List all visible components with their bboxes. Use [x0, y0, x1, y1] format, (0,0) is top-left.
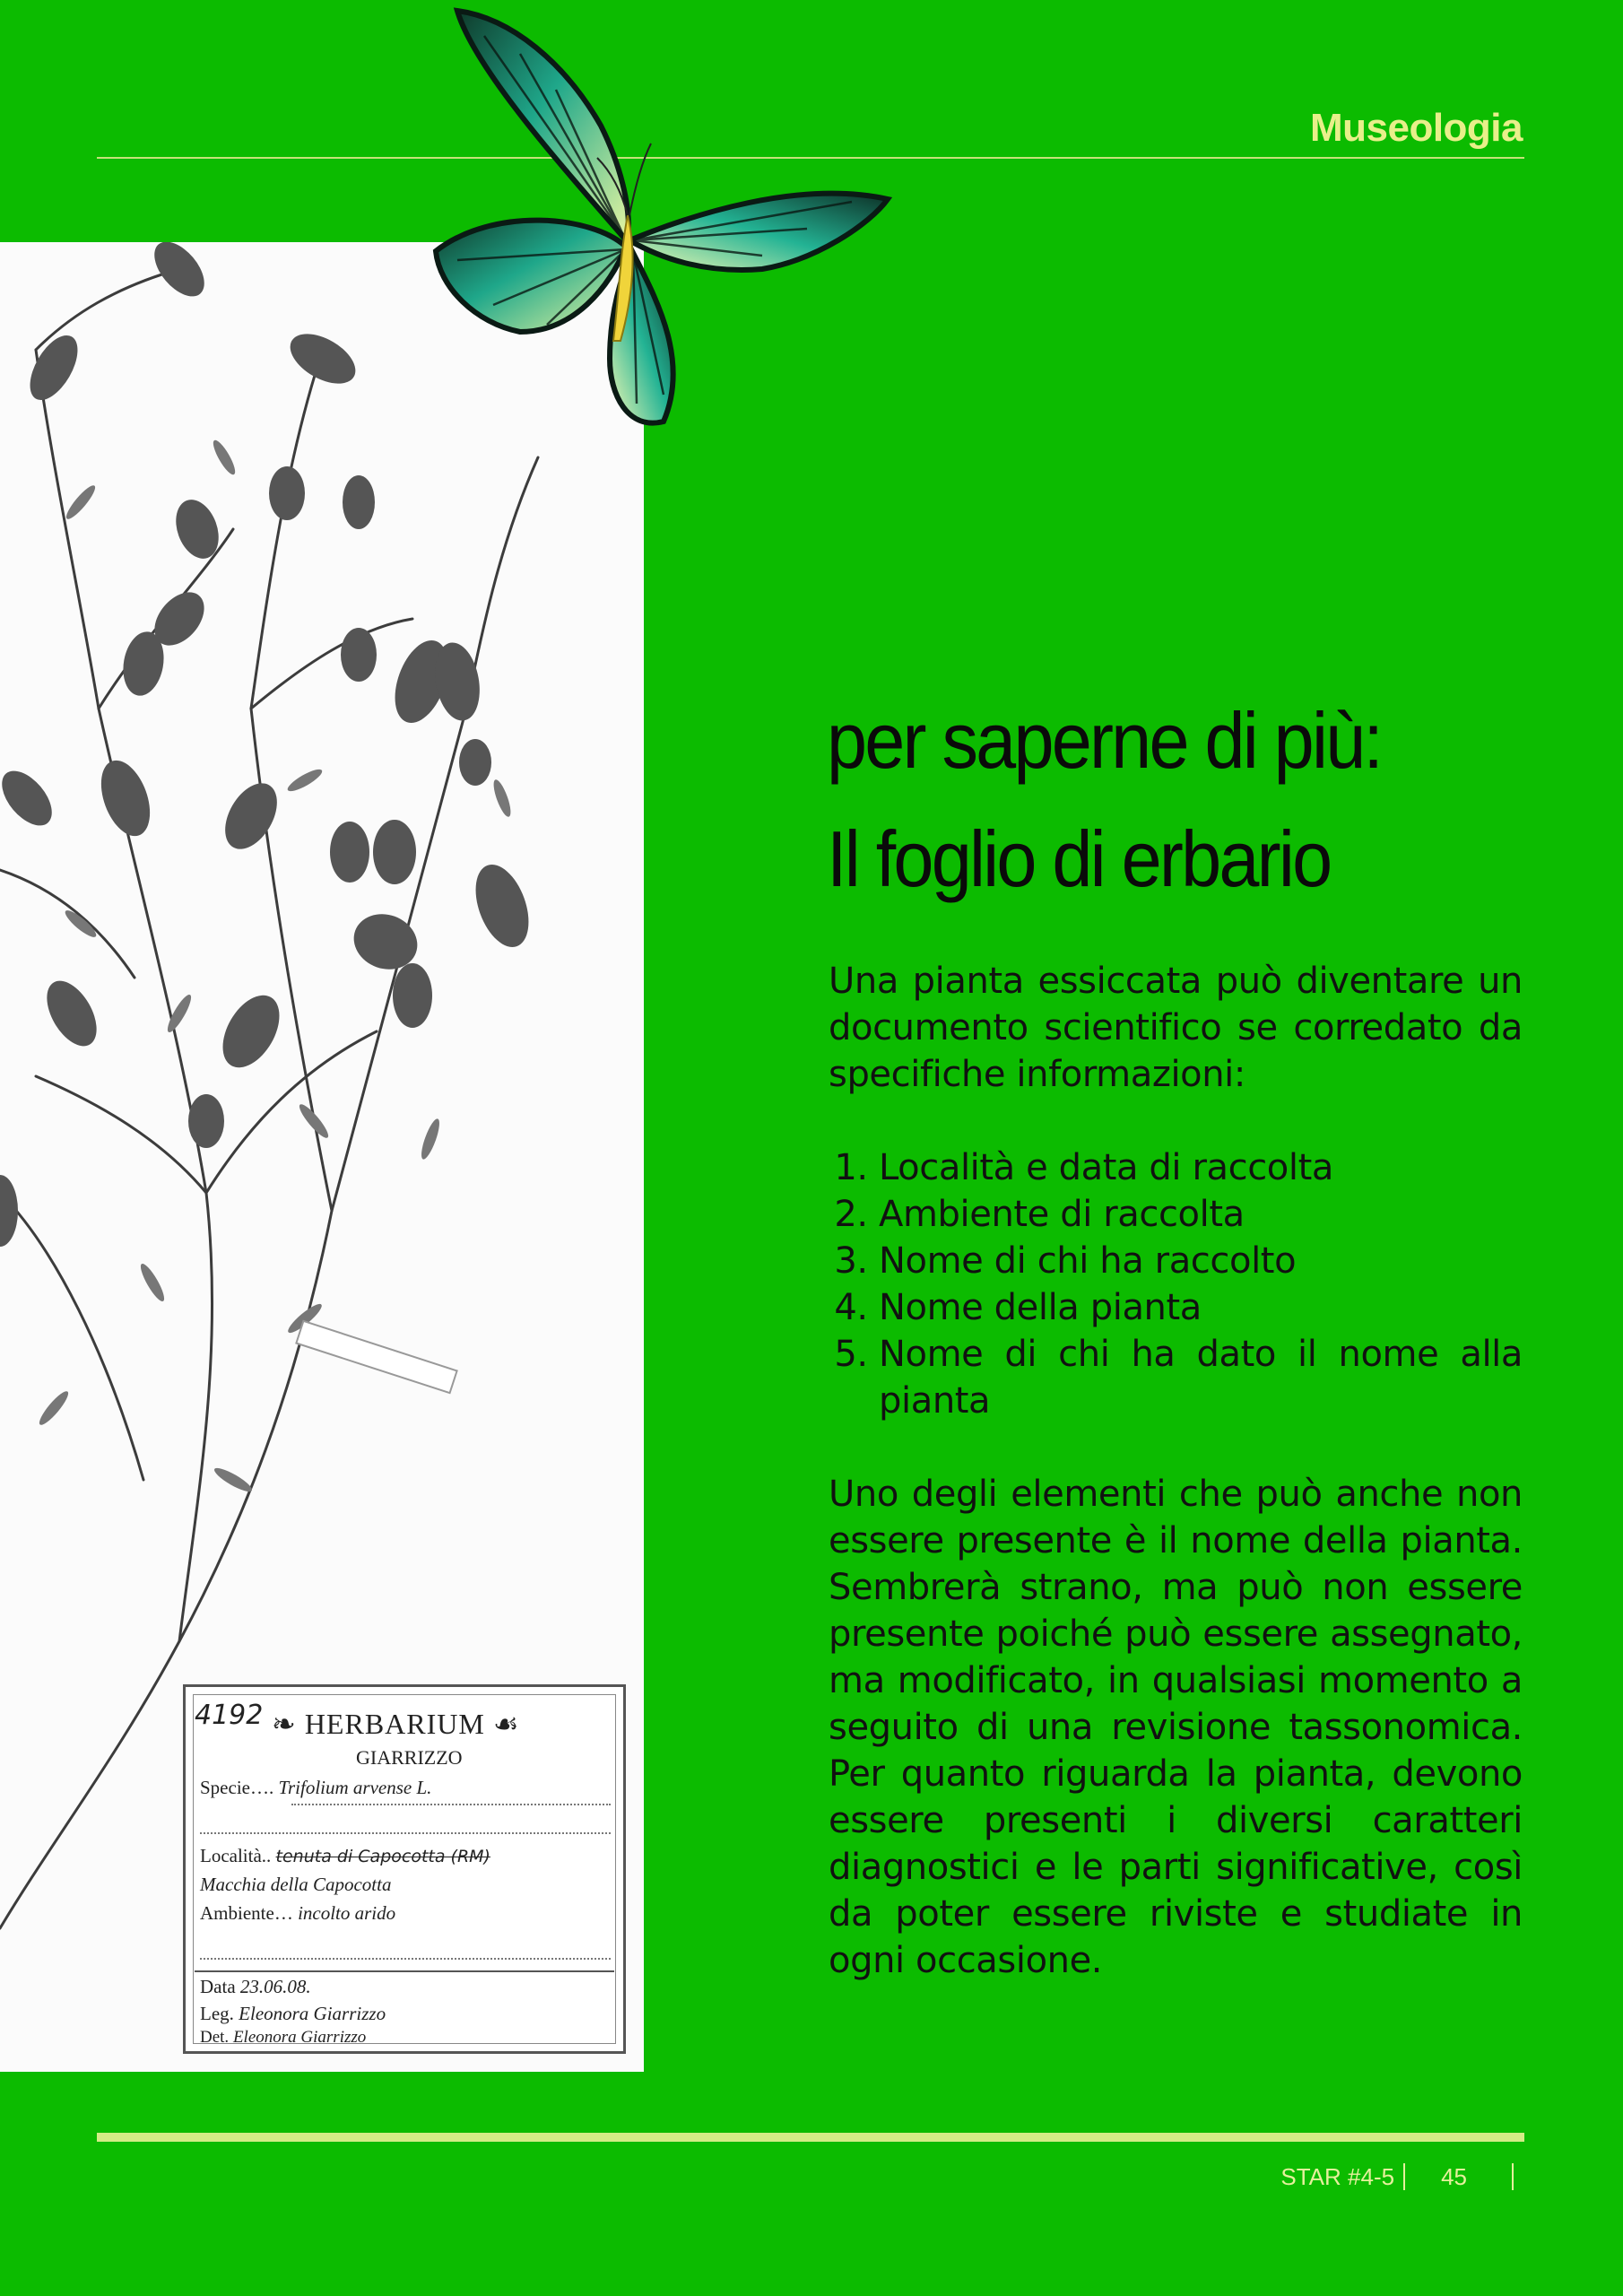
- card-dotted-line: [291, 1804, 611, 1805]
- list-item: 1. Località e data di raccolta: [879, 1144, 1523, 1191]
- specie-value: Trifolium arvense L.: [278, 1777, 432, 1798]
- det-label: Det.: [200, 2028, 230, 2047]
- list-item: 4. Nome della pianta: [879, 1284, 1523, 1331]
- herbarium-label-card: [183, 1684, 626, 2054]
- ornament-left-icon: ❧: [272, 1708, 305, 1740]
- title-line-1: per saperne di più:: [827, 696, 1382, 785]
- card-ambiente: Ambiente… incolto arido: [200, 1902, 396, 1924]
- ambiente-value: incolto arido: [298, 1902, 396, 1924]
- herbarium-photo: [0, 242, 644, 2072]
- localita-value-2: Macchia della Capocotta: [200, 1874, 392, 1895]
- publication-name: STAR #4-5: [1280, 2162, 1395, 2190]
- intro-paragraph: Una pianta essiccata può diventare un documento scientifico se corredato da specifiche informazioni:: [829, 961, 1523, 1095]
- article-title: [827, 682, 1487, 918]
- card-separator: [195, 1970, 614, 1972]
- card-leg: [200, 2003, 386, 2025]
- data-value: 23.06.08.: [239, 1976, 311, 1997]
- section-label: Museologia: [1309, 106, 1523, 150]
- card-dotted-line: [200, 1832, 611, 1834]
- title-line-2: Il foglio di erbario: [827, 814, 1331, 903]
- page-number: 45: [1441, 2162, 1467, 2190]
- det-value: Eleonora Giarrizzo: [232, 2028, 367, 2047]
- butterfly-icon: [421, 0, 906, 439]
- list-item: 2. Ambiente di raccolta: [879, 1191, 1523, 1238]
- card-data: [200, 1976, 311, 1998]
- card-title-text: HERBARIUM: [304, 1708, 485, 1740]
- card-title: [272, 1707, 520, 1741]
- page-footer: [1280, 2161, 1526, 2192]
- leg-value: Eleonora Giarrizzo: [239, 2003, 386, 2024]
- card-localita: Località.. tenuta di Capocotta (RM): [200, 1845, 490, 1866]
- card-specie: Specie…. Trifolium arvense L.: [200, 1777, 432, 1798]
- ornament-right-icon: ☙: [484, 1708, 520, 1740]
- card-number: 4192: [195, 1700, 264, 1731]
- card-dotted-line: [200, 1958, 611, 1960]
- card-subtitle: GIARRIZZO: [356, 1746, 463, 1769]
- footer-bar: [97, 2133, 1524, 2142]
- ambiente-label: Ambiente: [200, 1902, 274, 1924]
- closing-paragraph: Uno degli elementi che può anche non essere presente è il nome della pianta. Sembrerà strano, ma può non essere presente poiché può essere assegnato, ma modificato, in qualsiasi momento a seguito di una revisione tassonomica. Per quanto riguarda la pianta, devono essere presenti i diversi caratteri diagnostici e le parti significative, così da poter essere riviste e studiate in ogni occasione.: [829, 1474, 1523, 1981]
- footer-divider: [1403, 2163, 1405, 2190]
- card-localita-2: [200, 1874, 391, 1896]
- data-label: Data: [200, 1976, 236, 1997]
- article-body: [829, 958, 1523, 1984]
- specie-label: Specie: [200, 1777, 250, 1798]
- list-item: 5. Nome di chi ha dato il nome alla pianta: [879, 1331, 1523, 1424]
- leg-label: Leg.: [200, 2003, 234, 2024]
- list-item: 3. Nome di chi ha raccolto: [879, 1238, 1523, 1284]
- localita-value: tenuta di Capocotta (RM): [275, 1847, 490, 1866]
- card-det: [200, 2028, 366, 2048]
- footer-divider: [1512, 2163, 1514, 2190]
- localita-label: Località: [200, 1845, 262, 1866]
- requirements-list: [829, 1144, 1523, 1424]
